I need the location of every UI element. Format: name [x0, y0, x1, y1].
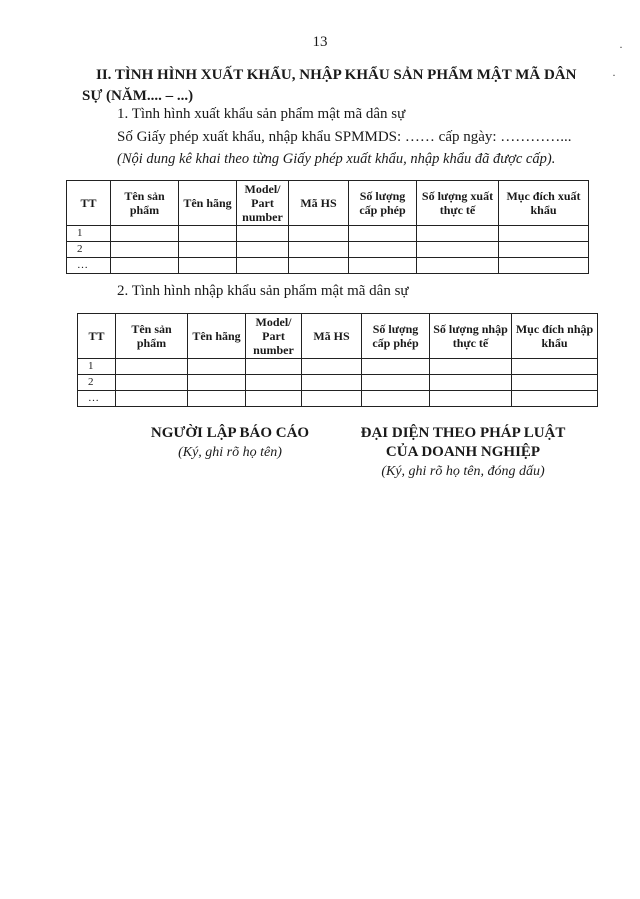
legal-representative-signature-block — [348, 424, 578, 481]
row-number: 1 — [67, 226, 111, 242]
column-header: TT — [67, 181, 111, 226]
row-number: … — [67, 258, 111, 274]
column-header: TT — [78, 314, 116, 359]
column-header: Số lượng xuất thực tế — [417, 181, 499, 226]
scan-speck: · — [612, 68, 616, 82]
column-header: Tên hãng — [179, 181, 237, 226]
row-number: 2 — [78, 375, 116, 391]
declaration-note: (Nội dung kê khai theo từng Giấy phép xuất khẩu, nhập khẩu đã được cấp). — [117, 151, 556, 167]
table-header-row — [67, 181, 589, 226]
table-row — [78, 359, 598, 375]
column-header: Model/ Part number — [246, 314, 302, 359]
section-title-line2: SỰ (NĂM.... – ...) — [82, 88, 194, 104]
import-heading: 2. Tình hình nhập khẩu sản phẩm mật mã dân sự — [117, 283, 409, 299]
column-header: Mã HS — [302, 314, 362, 359]
preparer-title: NGƯỜI LẬP BÁO CÁO — [150, 425, 310, 441]
column-header: Tên sản phẩm — [116, 314, 188, 359]
export-table — [66, 180, 589, 274]
column-header: Tên sản phẩm — [111, 181, 179, 226]
column-header: Số lượng cấp phép — [362, 314, 430, 359]
table-header-row — [78, 314, 598, 359]
scan-speck: · — [619, 40, 623, 54]
export-heading: 1. Tình hình xuất khẩu sản phẩm mật mã dân sự — [117, 106, 406, 122]
import-table — [77, 313, 598, 407]
table-row — [78, 391, 598, 407]
section-title — [82, 65, 596, 107]
row-number: 1 — [78, 359, 116, 375]
representative-title-line1: ĐẠI DIỆN THEO PHÁP LUẬT — [360, 425, 566, 441]
column-header: Mã HS — [289, 181, 349, 226]
table-row — [67, 226, 589, 242]
representative-hint: (Ký, ghi rõ họ tên, đóng dấu) — [381, 464, 545, 479]
permit-line: Số Giấy phép xuất khẩu, nhập khẩu SPMMDS: …… cấp ngày: …………... — [117, 129, 572, 145]
column-header: Mục đích nhập khẩu — [512, 314, 598, 359]
page-number: 13 — [312, 34, 328, 50]
row-number: … — [78, 391, 116, 407]
column-header: Tên hãng — [188, 314, 246, 359]
table-row — [78, 375, 598, 391]
preparer-hint: (Ký, ghi rõ họ tên) — [178, 445, 282, 460]
column-header: Model/ Part number — [237, 181, 289, 226]
column-header: Số lượng cấp phép — [349, 181, 417, 226]
row-number: 2 — [67, 242, 111, 258]
representative-title-line2: CỦA DOANH NGHIỆP — [385, 444, 541, 460]
column-header: Mục đích xuất khẩu — [499, 181, 589, 226]
column-header: Số lượng nhập thực tế — [430, 314, 512, 359]
table-row — [67, 258, 589, 274]
preparer-signature-block — [130, 424, 330, 462]
table-row — [67, 242, 589, 258]
section-title-line1: II. TÌNH HÌNH XUẤT KHẨU, NHẬP KHẨU SẢN PHẨM MẬT MÃ DÂN — [96, 67, 577, 83]
